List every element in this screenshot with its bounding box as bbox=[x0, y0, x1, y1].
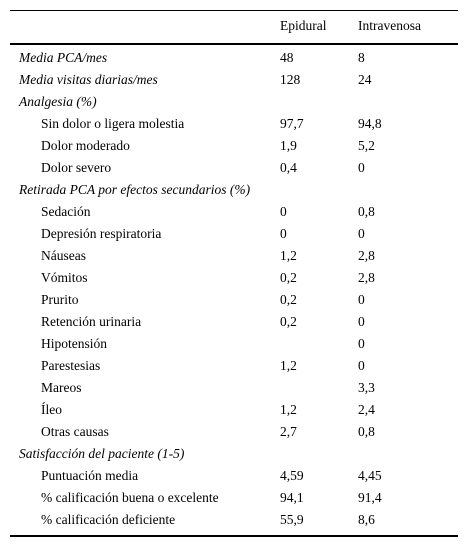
table-row bbox=[10, 355, 458, 377]
row-label: Prurito bbox=[41, 292, 79, 307]
row-epidural-value: 0 bbox=[280, 226, 287, 241]
table-row bbox=[10, 311, 458, 333]
data-table bbox=[10, 10, 458, 537]
table-row bbox=[10, 267, 458, 289]
row-label: Sin dolor o ligera molestia bbox=[41, 116, 185, 131]
row-label: Dolor severo bbox=[41, 160, 112, 175]
row-intravenosa-value: 0 bbox=[358, 226, 365, 241]
row-epidural-value: 0,2 bbox=[280, 314, 297, 329]
header-intravenosa: Intravenosa bbox=[358, 18, 421, 33]
row-intravenosa-value: 0 bbox=[358, 160, 365, 175]
row-intravenosa-value: 3,3 bbox=[358, 380, 375, 395]
table-row bbox=[10, 245, 458, 267]
row-intravenosa-value: 4,45 bbox=[358, 468, 382, 483]
row-label: Media PCA/mes bbox=[19, 50, 108, 65]
row-intravenosa-value: 8 bbox=[358, 50, 365, 65]
row-intravenosa-value: 94,8 bbox=[358, 116, 382, 131]
table-row bbox=[10, 223, 458, 245]
table-row bbox=[10, 113, 458, 135]
table-row bbox=[10, 135, 458, 157]
row-intravenosa-value bbox=[358, 179, 458, 201]
row-label: Puntuación media bbox=[41, 468, 139, 483]
row-epidural-value: 128 bbox=[280, 72, 301, 87]
row-label: Náuseas bbox=[41, 248, 86, 263]
table-row bbox=[10, 333, 458, 355]
row-intravenosa-value: 0 bbox=[358, 336, 365, 351]
table-row bbox=[10, 377, 458, 399]
table-row bbox=[10, 465, 458, 487]
row-intravenosa-value: 0 bbox=[358, 358, 365, 373]
row-epidural-value: 0,4 bbox=[280, 160, 297, 175]
row-intravenosa-value: 2,8 bbox=[358, 270, 375, 285]
table-row bbox=[10, 91, 458, 113]
row-intravenosa-value: 24 bbox=[358, 72, 372, 87]
row-epidural-value bbox=[280, 91, 358, 113]
row-epidural-value: 0,2 bbox=[280, 270, 297, 285]
table-row bbox=[10, 443, 458, 465]
row-label: Hipotensión bbox=[41, 336, 107, 351]
table-body bbox=[10, 44, 458, 536]
row-epidural-value: 4,59 bbox=[280, 468, 304, 483]
row-label: Media visitas diarias/mes bbox=[19, 72, 158, 87]
row-label: Mareos bbox=[41, 380, 82, 395]
row-epidural-value: 94,1 bbox=[280, 490, 304, 505]
row-epidural-value bbox=[280, 443, 358, 465]
header-label-cell bbox=[10, 11, 280, 45]
header-epidural: Epidural bbox=[280, 18, 327, 33]
row-epidural-value: 1,2 bbox=[280, 358, 297, 373]
row-epidural-value: 1,2 bbox=[280, 248, 297, 263]
row-epidural-value: 48 bbox=[280, 50, 294, 65]
table-row bbox=[10, 69, 458, 91]
row-intravenosa-value: 91,4 bbox=[358, 490, 382, 505]
table-row bbox=[10, 289, 458, 311]
table-row bbox=[10, 201, 458, 223]
table-header bbox=[10, 11, 458, 45]
row-intravenosa-value: 2,4 bbox=[358, 402, 375, 417]
row-epidural-value: 1,9 bbox=[280, 138, 297, 153]
row-intravenosa-value bbox=[358, 443, 458, 465]
row-label: Vómitos bbox=[41, 270, 88, 285]
row-intravenosa-value: 8,6 bbox=[358, 512, 375, 527]
row-epidural-value: 1,2 bbox=[280, 402, 297, 417]
row-label: Retención urinaria bbox=[41, 314, 142, 329]
row-epidural-value bbox=[280, 333, 358, 355]
row-epidural-value bbox=[280, 179, 358, 201]
row-epidural-value: 2,7 bbox=[280, 424, 297, 439]
row-label: % calificación deficiente bbox=[41, 512, 176, 527]
row-epidural-value: 0 bbox=[280, 204, 287, 219]
table-row bbox=[10, 157, 458, 179]
row-epidural-value bbox=[280, 377, 358, 399]
row-epidural-value: 0,2 bbox=[280, 292, 297, 307]
row-intravenosa-value: 2,8 bbox=[358, 248, 375, 263]
table-row bbox=[10, 421, 458, 443]
table-row bbox=[10, 487, 458, 509]
table-row bbox=[10, 509, 458, 536]
row-label: % calificación buena o excelente bbox=[41, 490, 219, 505]
row-label: Dolor moderado bbox=[41, 138, 130, 153]
table-row bbox=[10, 44, 458, 69]
row-intravenosa-value: 0,8 bbox=[358, 204, 375, 219]
header-row bbox=[10, 11, 458, 45]
row-label: Depresión respiratoria bbox=[41, 226, 162, 241]
table-row bbox=[10, 179, 458, 201]
row-label: Retirada PCA por efectos secundarios (%) bbox=[19, 182, 251, 197]
row-label: Íleo bbox=[41, 402, 62, 417]
row-intravenosa-value: 5,2 bbox=[358, 138, 375, 153]
row-label: Parestesias bbox=[41, 358, 101, 373]
row-intravenosa-value: 0,8 bbox=[358, 424, 375, 439]
row-epidural-value: 97,7 bbox=[280, 116, 304, 131]
table-row bbox=[10, 399, 458, 421]
row-label: Satisfacción del paciente (1-5) bbox=[19, 446, 185, 461]
row-intravenosa-value: 0 bbox=[358, 292, 365, 307]
row-label: Analgesia (%) bbox=[19, 94, 97, 109]
row-label: Otras causas bbox=[41, 424, 109, 439]
row-intravenosa-value: 0 bbox=[358, 314, 365, 329]
row-label: Sedación bbox=[41, 204, 91, 219]
row-epidural-value: 55,9 bbox=[280, 512, 304, 527]
row-intravenosa-value bbox=[358, 91, 458, 113]
